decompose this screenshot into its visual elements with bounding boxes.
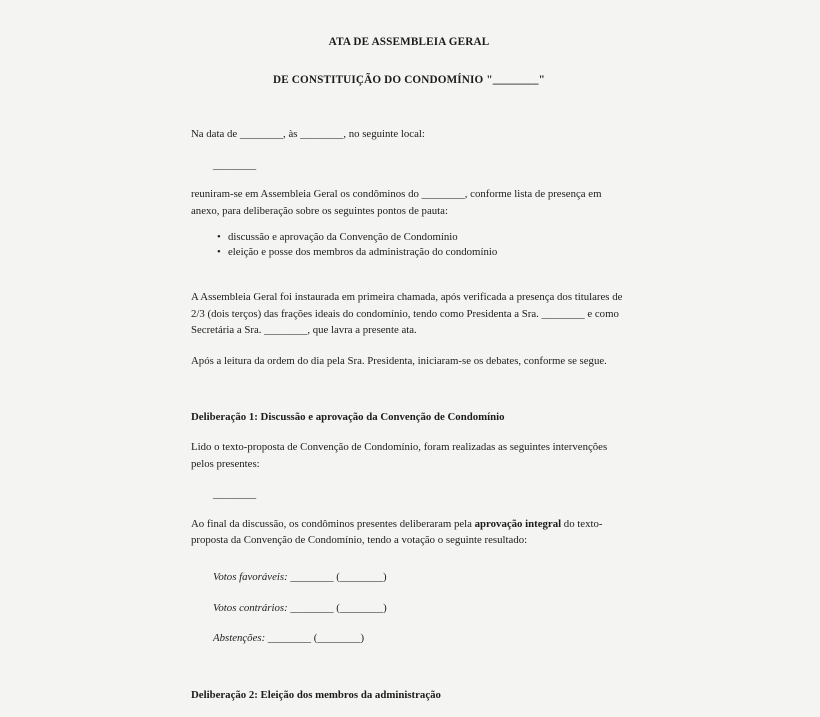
deliberation-1-intro: Lido o texto-proposta de Convenção de Condomínio, foram realizadas as seguintes intervenções pelos presentes:: [191, 441, 608, 470]
page-subtitle: DE CONSTITUIÇÃO DO CONDOMÍNIO "________": [272, 74, 546, 87]
deliberation-1-heading: Deliberação 1: Discussão e aprovação da Convenção de Condomínio: [191, 410, 505, 423]
spacer: [191, 274, 627, 289]
deliberation-2-heading: Deliberação 2: Eleição dos membros da administração: [191, 688, 441, 701]
vote-paren-blank: (________): [336, 601, 387, 614]
interventions-blank-field: ________: [213, 488, 257, 501]
document-body: [191, 126, 627, 703]
title-block: [191, 0, 627, 88]
result-emphasis-text: aprovação integral: [474, 517, 562, 530]
spacer: [191, 562, 627, 569]
paragraph-debates: Após a leitura da ordem do dia pela Sra. Presidenta, iniciaram-se os debates, conforme se segue.: [191, 354, 607, 367]
document-content: [191, 0, 627, 717]
result-prefix-text: Ao final da discussão, os condôminos presentes deliberaram pela: [191, 517, 475, 530]
vote-row-abstencoes: [191, 630, 627, 646]
vote-label: Abstenções:: [213, 632, 266, 645]
result-suffix-text: do texto-proposta da Convenção de Condomínio, tendo a votação o seguinte resultado:: [191, 517, 603, 546]
vote-count-blank: ________: [267, 632, 312, 645]
vote-row-favoraveis: [191, 569, 627, 585]
vote-paren-blank: (________): [336, 571, 387, 584]
vote-count-blank: ________: [290, 601, 334, 614]
page-title: ATA DE ASSEMBLEIA GERAL: [328, 36, 490, 48]
list-item: • discussão e aprovação da Convenção de Condomínio: [228, 230, 627, 245]
agenda-list: [191, 230, 627, 260]
paragraph-opening: Na data de ________, às ________, no seguinte local:: [191, 128, 425, 141]
paragraph-convocation: reuniram-se em Assembleia Geral os condôminos do ________, conforme lista de presença em anexo, para deliberação sobre os seguintes pontos de pauta:: [191, 188, 602, 217]
spacer: [191, 383, 627, 409]
vote-label: Votos contrários:: [213, 601, 288, 614]
vote-label: Votos favoráveis:: [213, 571, 288, 584]
paragraph-quorum: A Assembleia Geral foi instaurada em primeira chamada, após verificada a presença dos titulares de 2/3 (dois terços) das frações ideais do condomínio, tendo como Presidenta a Sra. ________ e como Secretária a Sra. ________, que lavra a presente ata.: [191, 291, 623, 337]
local-blank-field: ________: [213, 158, 257, 171]
vote-paren-blank: (________): [313, 632, 365, 645]
list-item: • eleição e posse dos membros da administração do condomínio: [228, 245, 627, 260]
vote-row-contrarios: [191, 600, 627, 616]
vote-count-blank: ________: [290, 571, 334, 584]
deliberation-1-result: [191, 516, 627, 549]
spacer: [191, 661, 627, 687]
